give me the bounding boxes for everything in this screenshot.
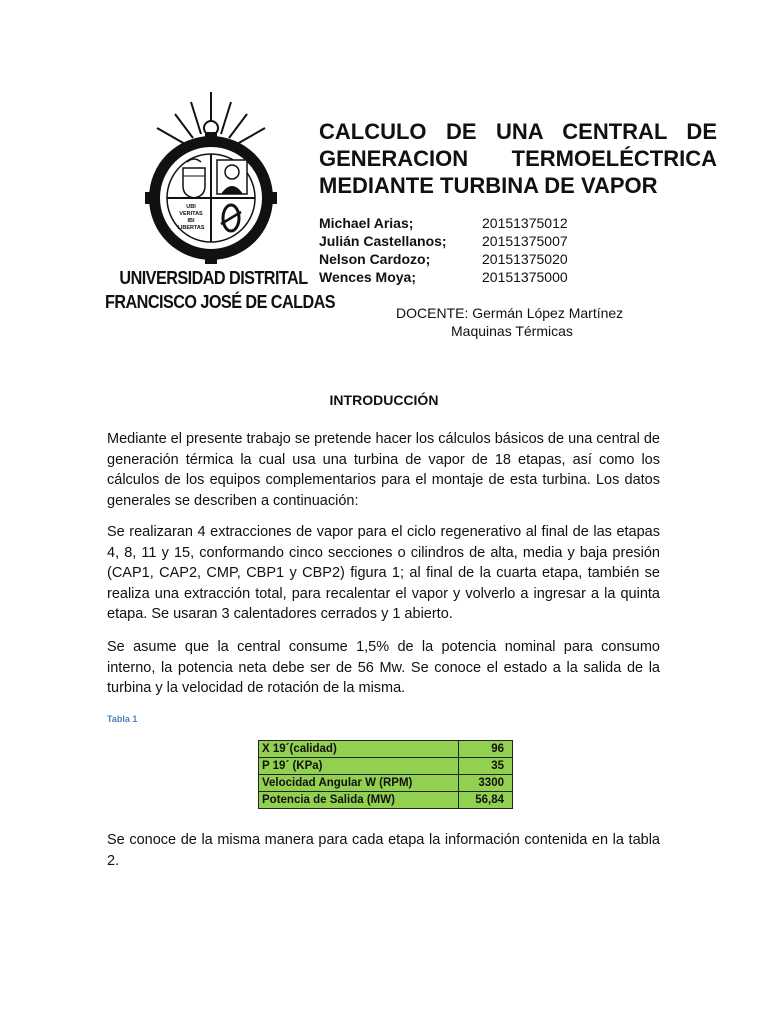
table-row bbox=[259, 792, 513, 809]
table-row bbox=[259, 758, 513, 775]
author-name: Michael Arias; bbox=[319, 215, 414, 231]
data-table bbox=[258, 740, 513, 809]
docente-line: DOCENTE: Germán López Martínez bbox=[396, 305, 624, 321]
university-name-line2: FRANCISCO JOSÉ DE CALDAS bbox=[105, 292, 336, 312]
author-id: 20151375007 bbox=[482, 233, 568, 249]
author-row bbox=[319, 214, 619, 232]
author-row bbox=[319, 268, 619, 286]
table-row bbox=[259, 775, 513, 792]
table-cell-label: X 19´(calidad) bbox=[259, 741, 459, 758]
paragraph: Se conoce de la misma manera para cada etapa la información contenida en la tabla 2. bbox=[107, 832, 660, 869]
table-cell-label: Velocidad Angular W (RPM) bbox=[259, 775, 459, 792]
author-row bbox=[319, 250, 619, 268]
table-cell-label: Potencia de Salida (MW) bbox=[259, 792, 459, 809]
author-name: Nelson Cardozo; bbox=[319, 251, 431, 267]
table-cell-value: 35 bbox=[459, 758, 513, 775]
author-id: 20151375000 bbox=[482, 269, 568, 285]
title-line: MEDIANTE TURBINA DE VAPOR bbox=[319, 173, 658, 198]
author-id: 20151375012 bbox=[482, 215, 568, 231]
table-cell-value: 96 bbox=[459, 741, 513, 758]
section-heading: INTRODUCCIÓN bbox=[329, 392, 439, 408]
university-crest-icon bbox=[141, 88, 281, 268]
author-list bbox=[319, 214, 619, 286]
paragraph: Mediante el presente trabajo se pretende hacer los cálculos básicos de una central de generación térmica la cual usa una turbina de vapor de 18 etapas, así como los cálculos de los equipos complementarios para el montaje de esta turbina. Los datos generales se describen a continuación: bbox=[107, 431, 660, 509]
author-name: Julián Castellanos; bbox=[319, 233, 447, 249]
paragraph: Se realizaran 4 extracciones de vapor para el ciclo regenerativo al final de las etapas 4, 8, 11 y 15, conformando cinco secciones o cilindros de alta, media y baja presión (CAP1, CAP2, CMP, CBP1 y CBP2) figura 1; al final de la cuarta etapa, también se realiza una extracción total, para recalentar el vapor y volverlo a ingresar a la quinta etapa. Se usaran 3 calentadores cerrados y 1 abierto. bbox=[107, 524, 660, 622]
motto-word: VERITAS bbox=[179, 211, 203, 217]
author-name: Wences Moya; bbox=[319, 269, 416, 285]
motto-word: LIBERTAS bbox=[177, 225, 205, 231]
table-caption: Tabla 1 bbox=[107, 714, 138, 724]
table-cell-value: 56,84 bbox=[459, 792, 513, 809]
title-line: GENERACION TERMOELÉCTRICA bbox=[319, 146, 717, 171]
paragraph: Se asume que la central consume 1,5% de la potencia nominal para consumo interno, la potencia neta debe ser de 56 Mw. Se conoce el estado a la salida de la turbina y la velocidad de rotación de la misma. bbox=[107, 639, 660, 696]
motto-word: UBI bbox=[186, 204, 196, 210]
document-title bbox=[319, 118, 717, 199]
university-logo bbox=[105, 88, 336, 318]
author-row bbox=[319, 232, 619, 250]
table-cell-label: P 19´ (KPa) bbox=[259, 758, 459, 775]
course-name: Maquinas Térmicas bbox=[451, 323, 573, 339]
university-name-line1: UNIVERSIDAD DISTRITAL bbox=[119, 268, 308, 288]
motto-word: IBI bbox=[187, 218, 195, 224]
table-row bbox=[259, 741, 513, 758]
table-cell-value: 3300 bbox=[459, 775, 513, 792]
title-line: CALCULO DE UNA CENTRAL DE bbox=[319, 119, 717, 144]
caldas-portrait-icon bbox=[217, 160, 247, 194]
author-id: 20151375020 bbox=[482, 251, 568, 267]
